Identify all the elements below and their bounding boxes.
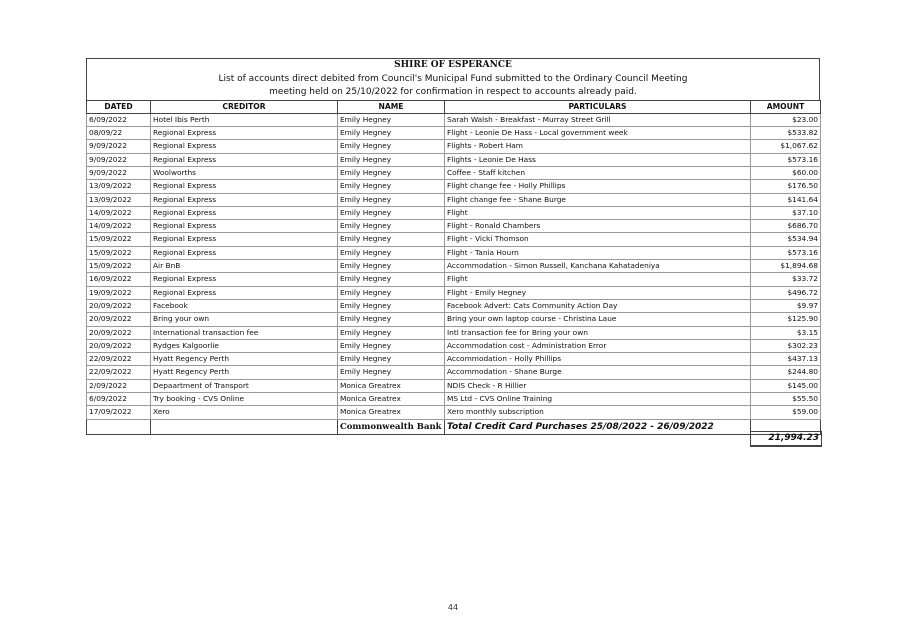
cell-amount: $1,894.68 xyxy=(751,260,821,273)
total-empty-cell-dated xyxy=(87,419,151,434)
table-row xyxy=(87,366,821,379)
cell-dated: 20/09/2022 xyxy=(87,326,151,339)
cell-name: Emily Hegney xyxy=(338,366,445,379)
cell-name: Emily Hegney xyxy=(338,286,445,299)
cell-amount: $437.13 xyxy=(751,353,821,366)
cell-particulars: Bring your own laptop course - Christina Laue xyxy=(445,313,751,326)
cell-particulars: Flight xyxy=(445,273,751,286)
cell-amount: $60.00 xyxy=(751,166,821,179)
cell-amount: $244.80 xyxy=(751,366,821,379)
table-row xyxy=(87,180,821,193)
table-row xyxy=(87,233,821,246)
cell-amount: $533.82 xyxy=(751,127,821,140)
cell-amount: $55.50 xyxy=(751,393,821,406)
table-row xyxy=(87,260,821,273)
cell-particulars: Flights - Leonie De Hass xyxy=(445,153,751,166)
cell-name: Emily Hegney xyxy=(338,246,445,259)
subtitle-line-2: meeting held on 25/10/2022 for confirmation in respect to accounts already paid. xyxy=(269,87,637,97)
table-row xyxy=(87,339,821,352)
cell-dated: 20/09/2022 xyxy=(87,313,151,326)
column-header-particulars: PARTICULARS xyxy=(445,100,751,113)
cell-creditor: International transaction fee xyxy=(151,326,338,339)
cell-name: Monica Greatrex xyxy=(338,393,445,406)
cell-particulars: Accommodation cost - Administration Error xyxy=(445,339,751,352)
cell-amount: $59.00 xyxy=(751,406,821,419)
cell-creditor: Air BnB xyxy=(151,260,338,273)
cell-name: Emily Hegney xyxy=(338,353,445,366)
table-row xyxy=(87,113,821,126)
cell-amount: $302.23 xyxy=(751,339,821,352)
cell-dated: 20/09/2022 xyxy=(87,339,151,352)
cell-creditor: Rydges Kalgoorlie xyxy=(151,339,338,352)
cell-amount: $496.72 xyxy=(751,286,821,299)
cell-name: Monica Greatrex xyxy=(338,406,445,419)
table-row xyxy=(87,220,821,233)
cell-creditor: Regional Express xyxy=(151,246,338,259)
cell-particulars: Flight - Tania Hourn xyxy=(445,246,751,259)
cell-name: Emily Hegney xyxy=(338,193,445,206)
cell-creditor: Regional Express xyxy=(151,273,338,286)
cell-particulars: Accommodation - Simon Russell, Kanchana Kahatadeniya xyxy=(445,260,751,273)
cell-name: Emily Hegney xyxy=(338,339,445,352)
cell-particulars: Flight change fee - Holly Phillips xyxy=(445,180,751,193)
table-row xyxy=(87,313,821,326)
cell-particulars: Accommodation - Holly Phillips xyxy=(445,353,751,366)
cell-amount: $145.00 xyxy=(751,379,821,392)
table-row xyxy=(87,193,821,206)
table-row xyxy=(87,326,821,339)
cell-dated: 22/09/2022 xyxy=(87,366,151,379)
cell-particulars: Flight change fee - Shane Burge xyxy=(445,193,751,206)
table-body xyxy=(87,113,821,419)
page-number: 44 xyxy=(447,603,459,612)
table-row xyxy=(87,286,821,299)
cell-creditor: Regional Express xyxy=(151,220,338,233)
cell-particulars: Flight - Emily Hegney xyxy=(445,286,751,299)
grand-total: 21,994.23 xyxy=(750,431,822,447)
column-header-name: NAME xyxy=(338,100,445,113)
cell-name: Emily Hegney xyxy=(338,326,445,339)
column-header-amount: AMOUNT xyxy=(751,100,821,113)
cell-dated: 13/09/2022 xyxy=(87,180,151,193)
cell-dated: 14/09/2022 xyxy=(87,206,151,219)
cell-creditor: Woolworths xyxy=(151,166,338,179)
cell-name: Emily Hegney xyxy=(338,153,445,166)
cell-creditor: Regional Express xyxy=(151,180,338,193)
cell-amount: $37.10 xyxy=(751,206,821,219)
cell-creditor: Hyatt Regency Perth xyxy=(151,366,338,379)
cell-particulars: Flight - Vicki Thomson xyxy=(445,233,751,246)
subtitle-line-1: List of accounts direct debited from Council's Municipal Fund submitted to the Ordinary Council Meeting xyxy=(218,73,688,84)
cell-particulars: Intl transaction fee for Bring your own xyxy=(445,326,751,339)
total-row xyxy=(87,419,821,434)
accounts-table xyxy=(86,100,821,435)
cell-particulars: Sarah Walsh - Breakfast - Murray Street Grill xyxy=(445,113,751,126)
cell-dated: 17/09/2022 xyxy=(87,406,151,419)
cell-name: Emily Hegney xyxy=(338,127,445,140)
cell-amount: $141.64 xyxy=(751,193,821,206)
cell-dated: 9/09/2022 xyxy=(87,153,151,166)
cell-creditor: Xero xyxy=(151,406,338,419)
table-row xyxy=(87,406,821,419)
cell-creditor: Try booking - CVS Online xyxy=(151,393,338,406)
cell-particulars: MS Ltd - CVS Online Training xyxy=(445,393,751,406)
table-row xyxy=(87,273,821,286)
cell-dated: 15/09/2022 xyxy=(87,233,151,246)
cell-amount: $1,067.62 xyxy=(751,140,821,153)
cell-amount: $3.15 xyxy=(751,326,821,339)
cell-dated: 6/09/2022 xyxy=(87,393,151,406)
cell-name: Emily Hegney xyxy=(338,206,445,219)
cell-dated: 08/09/22 xyxy=(87,127,151,140)
column-header-creditor: CREDITOR xyxy=(151,100,338,113)
table-row xyxy=(87,153,821,166)
cell-dated: 22/09/2022 xyxy=(87,353,151,366)
cell-creditor: Facebook xyxy=(151,299,338,312)
cell-name: Emily Hegney xyxy=(338,166,445,179)
cell-name: Emily Hegney xyxy=(338,180,445,193)
cell-amount: $686.70 xyxy=(751,220,821,233)
cell-name: Emily Hegney xyxy=(338,233,445,246)
cell-name: Emily Hegney xyxy=(338,313,445,326)
cell-particulars: Flights - Robert Ham xyxy=(445,140,751,153)
table-row xyxy=(87,246,821,259)
cell-dated: 15/09/2022 xyxy=(87,260,151,273)
cell-amount: $9.97 xyxy=(751,299,821,312)
shire-title: SHIRE OF ESPERANCE xyxy=(394,60,512,70)
cell-particulars: Flight xyxy=(445,206,751,219)
cell-particulars: Accommodation - Shane Burge xyxy=(445,366,751,379)
total-label: Total Credit Card Purchases 25/08/2022 - 26/09/2022 xyxy=(445,419,751,434)
cell-dated: 2/09/2022 xyxy=(87,379,151,392)
cell-creditor: Hotel Ibis Perth xyxy=(151,113,338,126)
table-row xyxy=(87,379,821,392)
cell-creditor: Regional Express xyxy=(151,193,338,206)
cell-amount: $33.72 xyxy=(751,273,821,286)
cell-creditor: Regional Express xyxy=(151,127,338,140)
cell-particulars: Flight - Ronald Chambers xyxy=(445,220,751,233)
cell-dated: 9/09/2022 xyxy=(87,166,151,179)
total-empty-cell-creditor xyxy=(151,419,338,434)
cell-name: Emily Hegney xyxy=(338,113,445,126)
cell-particulars: Facebook Advert: Cats Community Action Day xyxy=(445,299,751,312)
table-row xyxy=(87,127,821,140)
cell-particulars: Coffee - Staff kitchen xyxy=(445,166,751,179)
cell-name: Emily Hegney xyxy=(338,299,445,312)
cell-dated: 6/09/2022 xyxy=(87,113,151,126)
cell-name: Emily Hegney xyxy=(338,260,445,273)
column-header-dated: DATED xyxy=(87,100,151,113)
cell-name: Monica Greatrex xyxy=(338,379,445,392)
table-row xyxy=(87,140,821,153)
cell-amount: $23.00 xyxy=(751,113,821,126)
cell-dated: 9/09/2022 xyxy=(87,140,151,153)
table-row xyxy=(87,206,821,219)
cell-dated: 19/09/2022 xyxy=(87,286,151,299)
cell-creditor: Regional Express xyxy=(151,140,338,153)
cell-dated: 15/09/2022 xyxy=(87,246,151,259)
accounts-sheet xyxy=(86,58,820,435)
cell-dated: 14/09/2022 xyxy=(87,220,151,233)
bank-name: Commonwealth Bank xyxy=(338,419,445,434)
cell-amount: $125.90 xyxy=(751,313,821,326)
cell-amount: $573.16 xyxy=(751,246,821,259)
table-header-row xyxy=(87,100,821,113)
cell-name: Emily Hegney xyxy=(338,220,445,233)
cell-creditor: Bring your own xyxy=(151,313,338,326)
cell-creditor: Regional Express xyxy=(151,286,338,299)
cell-amount: $176.50 xyxy=(751,180,821,193)
cell-creditor: Regional Express xyxy=(151,206,338,219)
cell-creditor: Hyatt Regency Perth xyxy=(151,353,338,366)
cell-creditor: Regional Express xyxy=(151,153,338,166)
cell-name: Emily Hegney xyxy=(338,273,445,286)
cell-amount: $534.94 xyxy=(751,233,821,246)
table-row xyxy=(87,299,821,312)
cell-dated: 13/09/2022 xyxy=(87,193,151,206)
cell-particulars: Xero monthly subscription xyxy=(445,406,751,419)
cell-dated: 20/09/2022 xyxy=(87,299,151,312)
cell-particulars: Flight - Leonie De Hass - Local government week xyxy=(445,127,751,140)
table-row xyxy=(87,353,821,366)
cell-creditor: Depaartment of Transport xyxy=(151,379,338,392)
cell-creditor: Regional Express xyxy=(151,233,338,246)
table-row xyxy=(87,393,821,406)
cell-name: Emily Hegney xyxy=(338,140,445,153)
cell-particulars: NDIS Check - R Hillier xyxy=(445,379,751,392)
cell-amount: $573.16 xyxy=(751,153,821,166)
cell-dated: 16/09/2022 xyxy=(87,273,151,286)
table-row xyxy=(87,166,821,179)
title-block xyxy=(86,58,820,100)
